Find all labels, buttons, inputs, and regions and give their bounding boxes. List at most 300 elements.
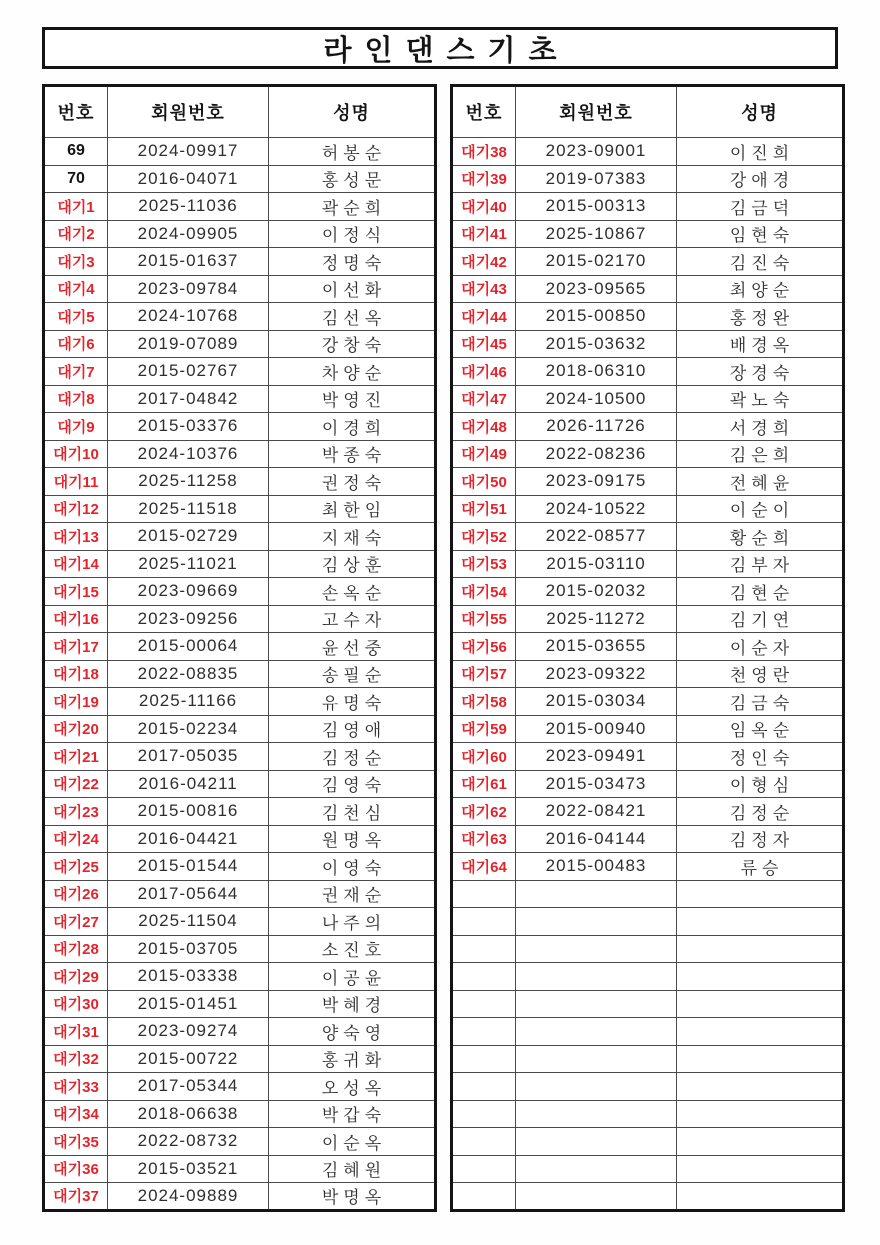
cell-name: 차양순 — [269, 358, 436, 386]
cell-member-id: 2024-10522 — [516, 495, 677, 523]
cell-name: 김금덕 — [677, 193, 844, 221]
cell-name: 김선옥 — [269, 303, 436, 331]
table-row — [452, 385, 844, 413]
cell-member-id: 2015-02234 — [108, 715, 269, 743]
cell-number: 대기14 — [44, 550, 108, 578]
cell-member-id: 2015-00850 — [516, 303, 677, 331]
cell-number: 대기44 — [452, 303, 516, 331]
table-row — [44, 908, 436, 936]
column-header-number: 번호 — [452, 86, 516, 138]
cell-member-id: 2023-09322 — [516, 660, 677, 688]
column-header-number: 번호 — [44, 86, 108, 138]
table-row — [44, 880, 436, 908]
cell-member-id — [516, 935, 677, 963]
table-row — [452, 358, 844, 386]
cell-name: 이순자 — [677, 633, 844, 661]
cell-name: 홍성문 — [269, 165, 436, 193]
cell-number: 대기34 — [44, 1100, 108, 1128]
cell-name: 김상훈 — [269, 550, 436, 578]
cell-member-id: 2015-03034 — [516, 688, 677, 716]
cell-name: 손옥순 — [269, 578, 436, 606]
cell-member-id: 2017-05644 — [108, 880, 269, 908]
table-row — [452, 138, 844, 166]
cell-name: 장경숙 — [677, 358, 844, 386]
cell-name: 홍귀화 — [269, 1045, 436, 1073]
cell-number — [452, 1100, 516, 1128]
cell-number: 대기19 — [44, 688, 108, 716]
cell-member-id: 2015-03376 — [108, 413, 269, 441]
cell-member-id: 2022-08577 — [516, 523, 677, 551]
table-row — [44, 1128, 436, 1156]
cell-name: 박명옥 — [269, 1183, 436, 1211]
cell-name: 나주의 — [269, 908, 436, 936]
cell-number — [452, 1073, 516, 1101]
cell-name: 이공윤 — [269, 963, 436, 991]
cell-member-id — [516, 908, 677, 936]
cell-member-id: 2022-08732 — [108, 1128, 269, 1156]
cell-member-id: 2023-09256 — [108, 605, 269, 633]
table-row — [452, 798, 844, 826]
table-row — [452, 935, 844, 963]
cell-member-id: 2015-01637 — [108, 248, 269, 276]
cell-number: 대기51 — [452, 495, 516, 523]
cell-number: 대기26 — [44, 880, 108, 908]
cell-name — [677, 1155, 844, 1183]
cell-name: 정명숙 — [269, 248, 436, 276]
cell-member-id: 2015-00483 — [516, 853, 677, 881]
cell-name: 김정자 — [677, 825, 844, 853]
cell-name: 오성옥 — [269, 1073, 436, 1101]
cell-name: 이경희 — [269, 413, 436, 441]
cell-number: 대기21 — [44, 743, 108, 771]
cell-number: 대기42 — [452, 248, 516, 276]
cell-number: 대기43 — [452, 275, 516, 303]
cell-number: 대기46 — [452, 358, 516, 386]
cell-member-id: 2025-11272 — [516, 605, 677, 633]
cell-name — [677, 908, 844, 936]
cell-member-id: 2015-02032 — [516, 578, 677, 606]
cell-member-id — [516, 963, 677, 991]
table-row — [44, 1155, 436, 1183]
cell-name — [677, 935, 844, 963]
table-row — [44, 303, 436, 331]
cell-name: 류승 — [677, 853, 844, 881]
cell-name: 전혜윤 — [677, 468, 844, 496]
cell-number: 대기15 — [44, 578, 108, 606]
cell-member-id — [516, 1128, 677, 1156]
cell-member-id: 2015-03632 — [516, 330, 677, 358]
cell-name: 박종숙 — [269, 440, 436, 468]
cell-member-id: 2024-10376 — [108, 440, 269, 468]
cell-name: 김영숙 — [269, 770, 436, 798]
cell-member-id: 2024-10500 — [516, 385, 677, 413]
table-row — [452, 688, 844, 716]
cell-member-id: 2015-02767 — [108, 358, 269, 386]
cell-name: 이순옥 — [269, 1128, 436, 1156]
cell-number: 대기13 — [44, 523, 108, 551]
cell-name: 박혜경 — [269, 990, 436, 1018]
cell-name: 김정순 — [269, 743, 436, 771]
table-row — [44, 1045, 436, 1073]
page-title: 라인댄스기초 — [323, 34, 570, 67]
cell-member-id: 2022-08421 — [516, 798, 677, 826]
cell-number — [452, 963, 516, 991]
cell-number: 대기27 — [44, 908, 108, 936]
table-row — [44, 358, 436, 386]
cell-member-id: 2015-01451 — [108, 990, 269, 1018]
cell-number: 대기20 — [44, 715, 108, 743]
cell-name: 곽노숙 — [677, 385, 844, 413]
cell-member-id: 2019-07089 — [108, 330, 269, 358]
cell-number: 대기35 — [44, 1128, 108, 1156]
table-row — [452, 1100, 844, 1128]
cell-name — [677, 963, 844, 991]
table-row — [44, 165, 436, 193]
table-row — [44, 138, 436, 166]
cell-member-id: 2023-09274 — [108, 1018, 269, 1046]
cell-name: 이진희 — [677, 138, 844, 166]
cell-name: 배경옥 — [677, 330, 844, 358]
cell-name: 김정순 — [677, 798, 844, 826]
cell-name: 이영숙 — [269, 853, 436, 881]
cell-name: 김금숙 — [677, 688, 844, 716]
table-row — [44, 1183, 436, 1211]
cell-name — [677, 1018, 844, 1046]
cell-number: 대기55 — [452, 605, 516, 633]
cell-number: 대기2 — [44, 220, 108, 248]
cell-number: 대기62 — [452, 798, 516, 826]
cell-member-id: 2015-01544 — [108, 853, 269, 881]
cell-name: 김진숙 — [677, 248, 844, 276]
cell-number: 대기18 — [44, 660, 108, 688]
cell-number: 대기64 — [452, 853, 516, 881]
table-row — [44, 770, 436, 798]
cell-number: 대기47 — [452, 385, 516, 413]
cell-member-id: 2017-05035 — [108, 743, 269, 771]
cell-member-id — [516, 880, 677, 908]
cell-name: 박갑숙 — [269, 1100, 436, 1128]
cell-name: 권정숙 — [269, 468, 436, 496]
column-header-member-id: 회원번호 — [108, 86, 269, 138]
cell-member-id: 2015-03521 — [108, 1155, 269, 1183]
cell-name — [677, 990, 844, 1018]
cell-name: 김천심 — [269, 798, 436, 826]
cell-member-id: 2015-02729 — [108, 523, 269, 551]
cell-name: 송필순 — [269, 660, 436, 688]
cell-member-id: 2015-03705 — [108, 935, 269, 963]
table-row — [44, 825, 436, 853]
cell-name — [677, 1183, 844, 1211]
table-row — [452, 578, 844, 606]
table-row — [452, 303, 844, 331]
cell-member-id — [516, 1018, 677, 1046]
cell-name: 서경희 — [677, 413, 844, 441]
cell-member-id — [516, 1045, 677, 1073]
table-row — [452, 633, 844, 661]
table-row — [44, 1018, 436, 1046]
cell-number: 대기41 — [452, 220, 516, 248]
table-row — [452, 990, 844, 1018]
cell-number: 69 — [44, 138, 108, 166]
cell-member-id — [516, 1100, 677, 1128]
cell-member-id: 2025-11166 — [108, 688, 269, 716]
cell-member-id: 2022-08835 — [108, 660, 269, 688]
cell-number: 대기59 — [452, 715, 516, 743]
cell-member-id: 2023-09784 — [108, 275, 269, 303]
cell-member-id: 2016-04071 — [108, 165, 269, 193]
member-table-left — [42, 84, 437, 1212]
cell-member-id: 2015-00940 — [516, 715, 677, 743]
cell-number: 대기25 — [44, 853, 108, 881]
cell-number: 대기30 — [44, 990, 108, 1018]
cell-number — [452, 990, 516, 1018]
cell-name: 김부자 — [677, 550, 844, 578]
cell-member-id: 2019-07383 — [516, 165, 677, 193]
cell-member-id: 2023-09001 — [516, 138, 677, 166]
cell-number: 대기24 — [44, 825, 108, 853]
cell-name: 천영란 — [677, 660, 844, 688]
cell-member-id: 2025-10867 — [516, 220, 677, 248]
cell-name: 이선화 — [269, 275, 436, 303]
cell-name — [677, 1128, 844, 1156]
cell-member-id: 2026-11726 — [516, 413, 677, 441]
cell-number: 대기49 — [452, 440, 516, 468]
table-row — [44, 605, 436, 633]
cell-number — [452, 1155, 516, 1183]
table-row — [452, 248, 844, 276]
cell-name: 최한임 — [269, 495, 436, 523]
cell-member-id: 2024-09889 — [108, 1183, 269, 1211]
table-row — [44, 715, 436, 743]
table-row — [452, 220, 844, 248]
cell-name: 양숙영 — [269, 1018, 436, 1046]
title-box — [42, 27, 838, 69]
cell-member-id: 2018-06310 — [516, 358, 677, 386]
column-header-name: 성명 — [677, 86, 844, 138]
cell-name: 김영애 — [269, 715, 436, 743]
cell-member-id: 2025-11021 — [108, 550, 269, 578]
cell-number: 대기17 — [44, 633, 108, 661]
table-row — [44, 413, 436, 441]
cell-member-id: 2025-11036 — [108, 193, 269, 221]
cell-number: 대기29 — [44, 963, 108, 991]
cell-name — [677, 880, 844, 908]
table-row — [44, 495, 436, 523]
table-row — [44, 660, 436, 688]
cell-number: 대기57 — [452, 660, 516, 688]
cell-number — [452, 1045, 516, 1073]
cell-member-id: 2025-11258 — [108, 468, 269, 496]
table-row — [452, 275, 844, 303]
cell-member-id: 2024-10768 — [108, 303, 269, 331]
cell-name: 임옥순 — [677, 715, 844, 743]
cell-number: 대기48 — [452, 413, 516, 441]
table-row — [452, 550, 844, 578]
cell-number: 대기8 — [44, 385, 108, 413]
cell-number: 대기32 — [44, 1045, 108, 1073]
cell-number: 대기40 — [452, 193, 516, 221]
table-row — [452, 880, 844, 908]
table-row — [452, 413, 844, 441]
table-row — [452, 1045, 844, 1073]
cell-name: 황순희 — [677, 523, 844, 551]
cell-member-id: 2015-00722 — [108, 1045, 269, 1073]
table-row — [452, 165, 844, 193]
cell-name: 강애경 — [677, 165, 844, 193]
cell-member-id — [516, 1183, 677, 1211]
cell-number: 대기7 — [44, 358, 108, 386]
cell-number — [452, 1128, 516, 1156]
cell-member-id: 2015-03473 — [516, 770, 677, 798]
cell-number: 대기5 — [44, 303, 108, 331]
table-row — [44, 330, 436, 358]
cell-member-id: 2022-08236 — [516, 440, 677, 468]
cell-member-id: 2015-02170 — [516, 248, 677, 276]
cell-member-id: 2015-03338 — [108, 963, 269, 991]
cell-member-id: 2023-09565 — [516, 275, 677, 303]
table-row — [44, 1100, 436, 1128]
table-row — [452, 853, 844, 881]
cell-name — [677, 1073, 844, 1101]
cell-name: 김혜원 — [269, 1155, 436, 1183]
cell-member-id: 2015-00064 — [108, 633, 269, 661]
cell-number: 대기39 — [452, 165, 516, 193]
cell-number: 대기28 — [44, 935, 108, 963]
table-row — [44, 440, 436, 468]
cell-number: 대기60 — [452, 743, 516, 771]
cell-number: 대기56 — [452, 633, 516, 661]
cell-number: 대기37 — [44, 1183, 108, 1211]
cell-member-id: 2024-09905 — [108, 220, 269, 248]
cell-number: 대기50 — [452, 468, 516, 496]
cell-number: 대기63 — [452, 825, 516, 853]
table-row — [44, 743, 436, 771]
cell-name: 윤선중 — [269, 633, 436, 661]
cell-name: 강창숙 — [269, 330, 436, 358]
table-row — [452, 1018, 844, 1046]
table-row — [44, 1073, 436, 1101]
table-row — [452, 1073, 844, 1101]
table-row — [452, 743, 844, 771]
cell-name: 김은희 — [677, 440, 844, 468]
cell-number — [452, 935, 516, 963]
table-row — [452, 660, 844, 688]
table-row — [452, 468, 844, 496]
cell-number: 대기54 — [452, 578, 516, 606]
cell-name: 권재순 — [269, 880, 436, 908]
cell-member-id: 2016-04421 — [108, 825, 269, 853]
table-row — [44, 220, 436, 248]
table-row — [452, 715, 844, 743]
table-header — [44, 86, 436, 138]
table-header — [452, 86, 844, 138]
cell-name: 원명옥 — [269, 825, 436, 853]
cell-number: 대기52 — [452, 523, 516, 551]
cell-member-id — [516, 990, 677, 1018]
cell-number: 대기61 — [452, 770, 516, 798]
cell-name: 최양순 — [677, 275, 844, 303]
cell-number: 대기23 — [44, 798, 108, 826]
cell-member-id: 2025-11504 — [108, 908, 269, 936]
cell-number: 대기10 — [44, 440, 108, 468]
cell-member-id: 2016-04144 — [516, 825, 677, 853]
table-row — [452, 193, 844, 221]
table-row — [452, 770, 844, 798]
cell-number: 대기6 — [44, 330, 108, 358]
cell-number: 대기36 — [44, 1155, 108, 1183]
table-row — [452, 523, 844, 551]
cell-member-id: 2015-00816 — [108, 798, 269, 826]
cell-number: 대기58 — [452, 688, 516, 716]
cell-number: 대기22 — [44, 770, 108, 798]
cell-number: 대기33 — [44, 1073, 108, 1101]
table-row — [452, 495, 844, 523]
table-row — [452, 330, 844, 358]
table-row — [44, 578, 436, 606]
cell-member-id: 2016-04211 — [108, 770, 269, 798]
table-row — [452, 1155, 844, 1183]
table-row — [452, 1183, 844, 1211]
cell-name: 소진호 — [269, 935, 436, 963]
cell-member-id: 2015-03655 — [516, 633, 677, 661]
table-row — [44, 963, 436, 991]
table-row — [452, 825, 844, 853]
cell-number — [452, 880, 516, 908]
table-row — [44, 275, 436, 303]
table-row — [44, 193, 436, 221]
cell-number: 대기12 — [44, 495, 108, 523]
cell-number: 대기38 — [452, 138, 516, 166]
cell-name — [677, 1045, 844, 1073]
cell-member-id: 2023-09175 — [516, 468, 677, 496]
cell-member-id — [516, 1073, 677, 1101]
cell-number: 대기31 — [44, 1018, 108, 1046]
cell-name: 홍정완 — [677, 303, 844, 331]
cell-name — [677, 1100, 844, 1128]
table-row — [44, 990, 436, 1018]
cell-number: 대기4 — [44, 275, 108, 303]
cell-number: 대기9 — [44, 413, 108, 441]
cell-name: 정인숙 — [677, 743, 844, 771]
table-row — [44, 385, 436, 413]
cell-number — [452, 1018, 516, 1046]
cell-name: 이형심 — [677, 770, 844, 798]
cell-member-id: 2024-09917 — [108, 138, 269, 166]
cell-member-id — [516, 1155, 677, 1183]
cell-name: 김기연 — [677, 605, 844, 633]
table-row — [452, 1128, 844, 1156]
cell-member-id: 2017-04842 — [108, 385, 269, 413]
cell-number: 대기11 — [44, 468, 108, 496]
member-table-right — [450, 84, 845, 1212]
table-row — [44, 633, 436, 661]
table-row — [452, 440, 844, 468]
cell-number — [452, 908, 516, 936]
table-row — [44, 248, 436, 276]
cell-member-id: 2025-11518 — [108, 495, 269, 523]
cell-member-id: 2015-00313 — [516, 193, 677, 221]
cell-name: 박영진 — [269, 385, 436, 413]
cell-member-id: 2018-06638 — [108, 1100, 269, 1128]
cell-number: 대기1 — [44, 193, 108, 221]
table-row — [44, 468, 436, 496]
table-row — [44, 853, 436, 881]
cell-number: 대기45 — [452, 330, 516, 358]
table-row — [44, 550, 436, 578]
table-row — [44, 688, 436, 716]
cell-name: 지재숙 — [269, 523, 436, 551]
cell-number — [452, 1183, 516, 1211]
